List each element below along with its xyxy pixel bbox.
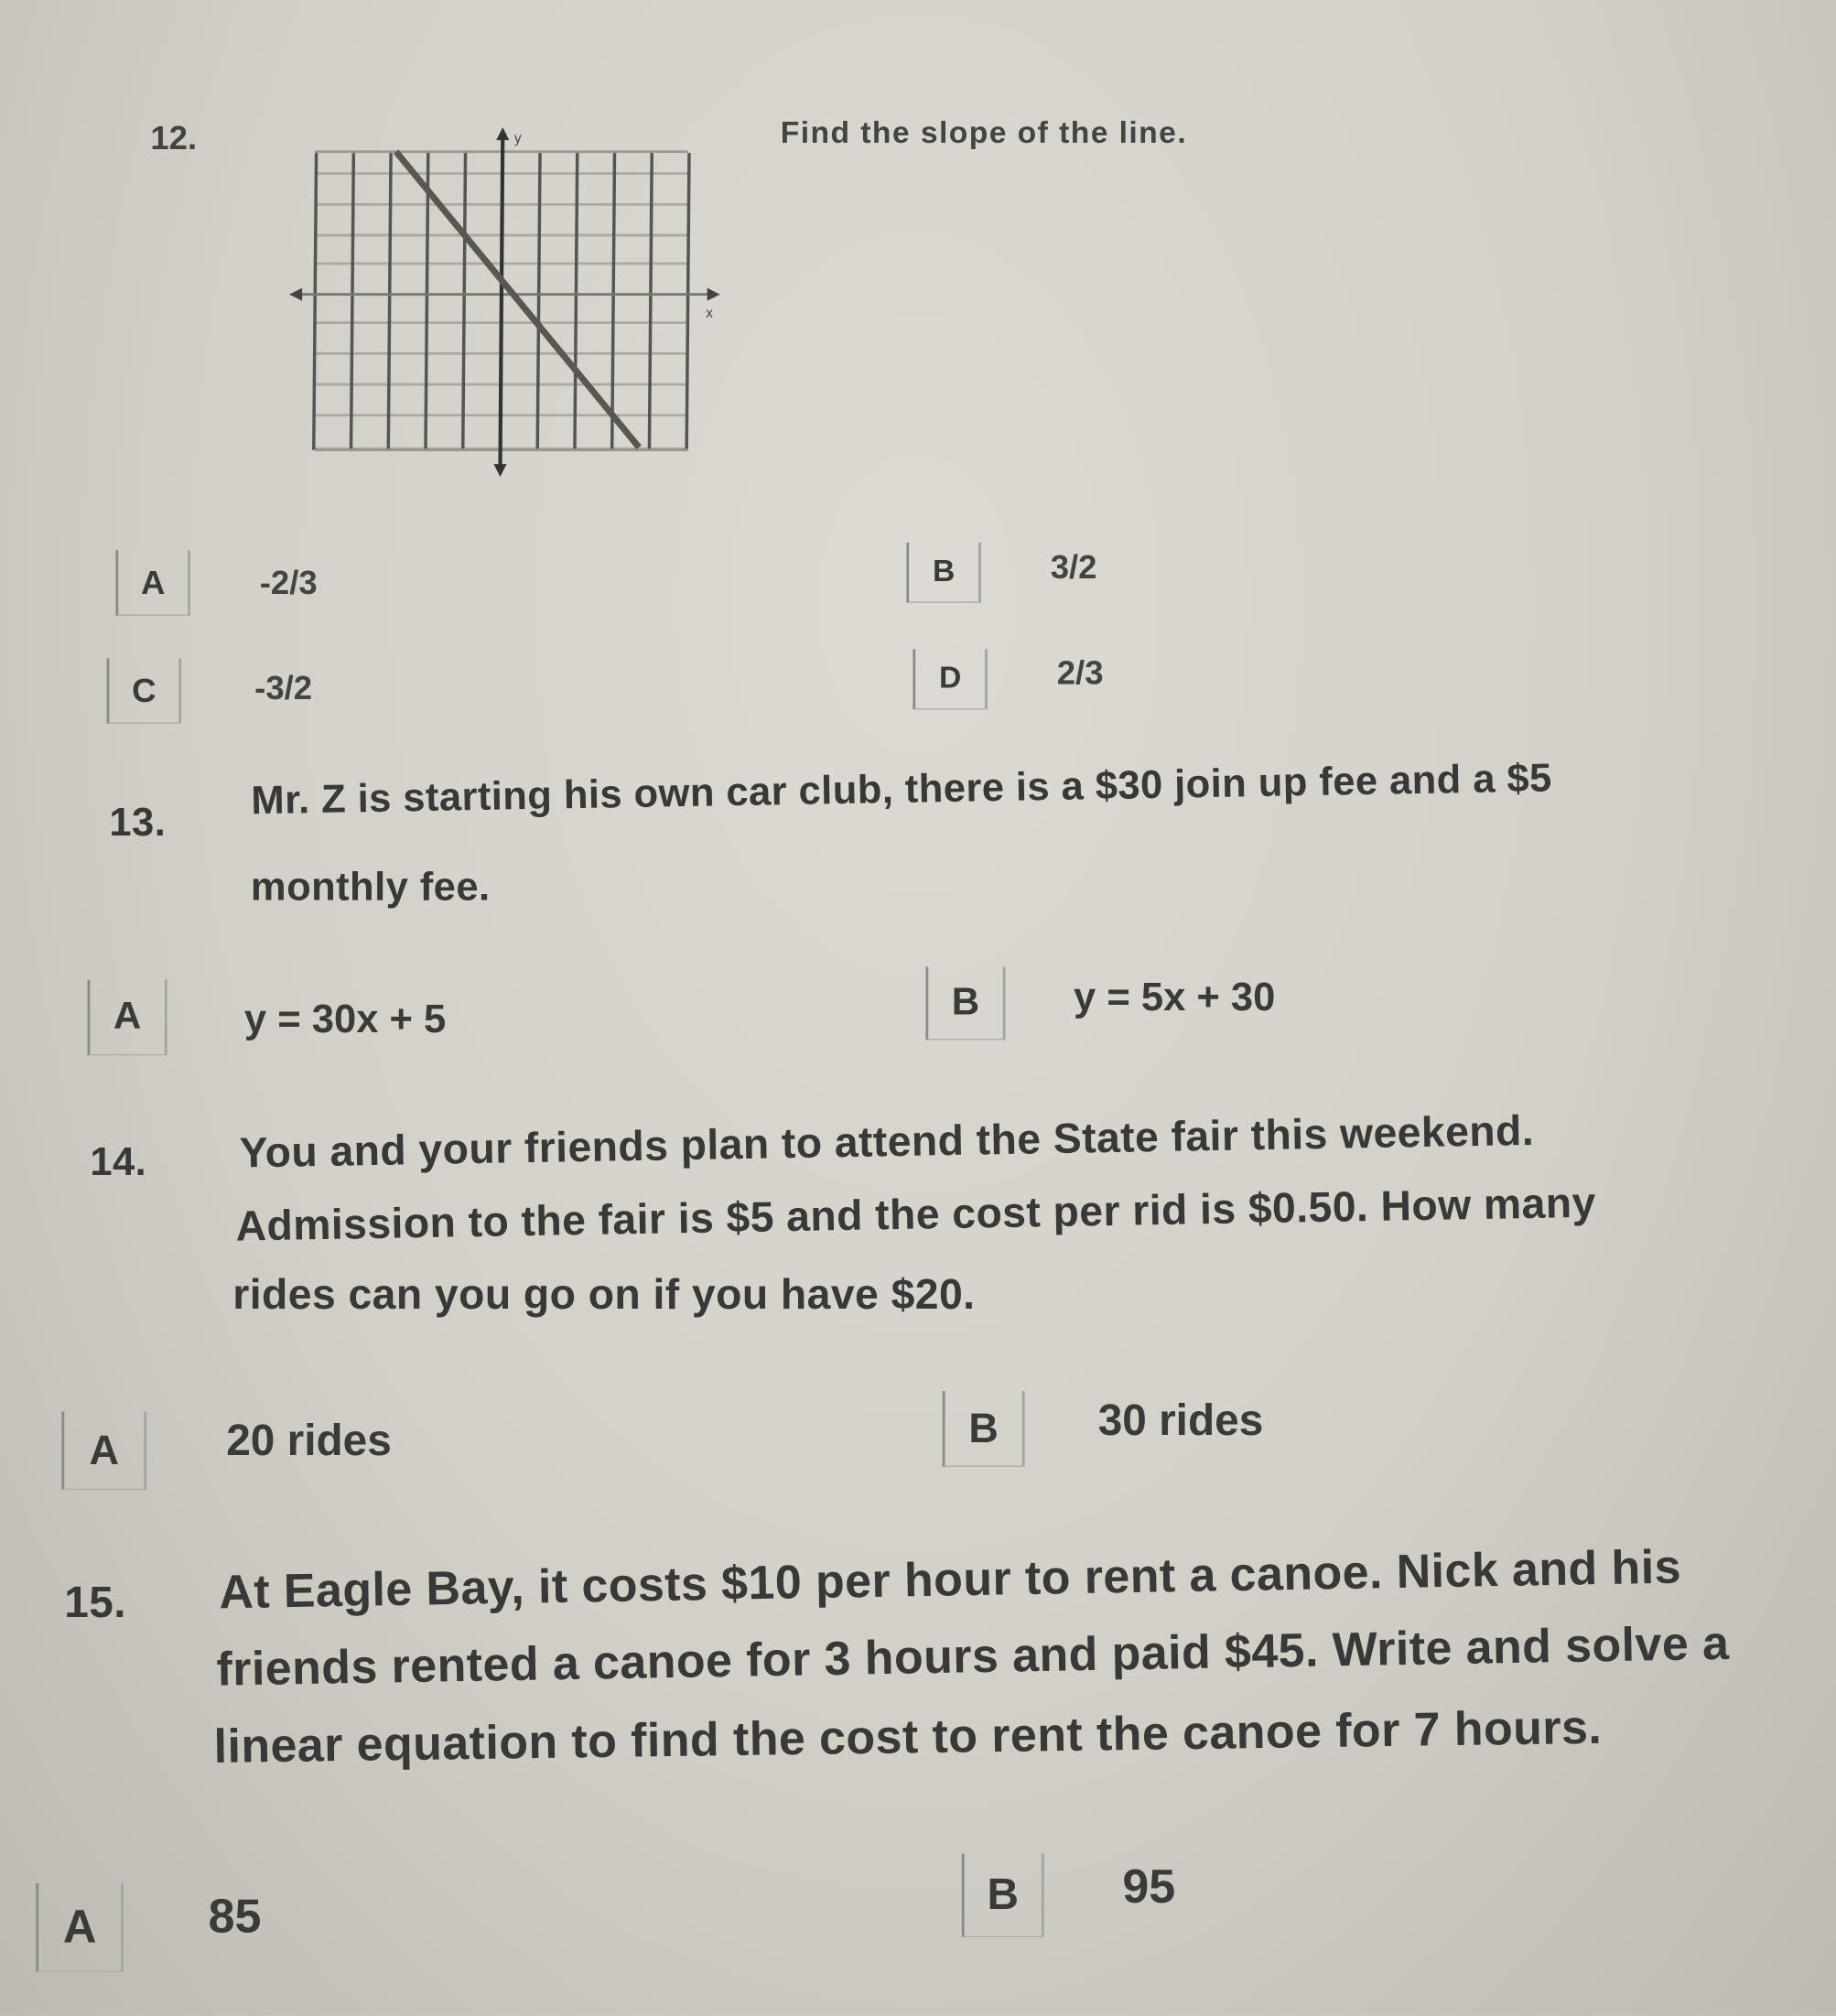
choice-15-a-letter[interactable]: A [36,1883,124,1972]
plotted-line [396,152,640,447]
question-14-prompt-line2: Admission to the fair is $5 and the cost per rid is $0.50. How many [235,1178,1597,1250]
choice-12-b-text[interactable]: 3/2 [1050,547,1097,587]
choice-12-b-letter[interactable]: B [906,543,980,603]
choice-14-b-letter[interactable]: B [943,1391,1025,1467]
x-axis-label: x [706,305,713,321]
choice-12-d-letter[interactable]: D [913,649,987,709]
choice-14-a-text[interactable]: 20 rides [226,1417,392,1466]
x-axis-right-arrow [707,288,720,301]
choice-12-a-text[interactable]: -2/3 [259,563,318,602]
question-15-prompt-line1: At Eagle Bay, it costs $10 per hour to rent a canoe. Nick and his [218,1540,1682,1619]
slope-graph [276,122,740,481]
question-15-number: 15. [64,1579,126,1628]
question-12-number: 12. [150,118,198,157]
choice-12-c-text[interactable]: -3/2 [254,668,313,707]
choice-12-c-letter[interactable]: C [107,658,181,724]
question-14-number: 14. [90,1138,147,1184]
question-15-prompt-line3: linear equation to find the cost to rent the canoe for 7 hours. [213,1700,1603,1773]
x-axis-left-arrow [289,288,302,301]
question-15-prompt-line2: friends rented a canoe for 3 hours and paid $45. Write and solve a [216,1616,1730,1696]
choice-15-b-text[interactable]: 95 [1122,1860,1176,1914]
question-14-prompt-line3: rides can you go on if you have $20. [232,1269,976,1318]
y-axis-label: y [513,130,522,146]
choice-13-a-text[interactable]: y = 30x + 5 [243,996,447,1041]
choice-14-b-text[interactable]: 30 rides [1097,1396,1264,1445]
choice-13-b-text[interactable]: y = 5x + 30 [1074,974,1276,1020]
choice-13-b-letter[interactable]: B [925,966,1005,1040]
question-12-prompt: Find the slope of the line. [780,115,1188,151]
question-13-prompt-line1: Mr. Z is starting his own car club, there is a $30 join up fee and a $5 [250,755,1553,824]
question-13-prompt-line2: monthly fee. [250,864,491,910]
choice-12-a-letter[interactable]: A [115,550,189,616]
y-axis-down-arrow [493,464,506,477]
question-14-prompt-line1: You and your friends plan to attend the State fair this weekend. [239,1105,1535,1177]
y-axis-up-arrow [496,127,509,140]
choice-15-a-text[interactable]: 85 [208,1890,262,1943]
choice-15-b-letter[interactable]: B [962,1854,1044,1937]
question-13-number: 13. [109,799,167,845]
choice-12-d-text[interactable]: 2/3 [1056,652,1104,692]
choice-13-a-letter[interactable]: A [88,979,167,1055]
choice-14-a-letter[interactable]: A [61,1411,146,1490]
y-axis [500,133,502,472]
